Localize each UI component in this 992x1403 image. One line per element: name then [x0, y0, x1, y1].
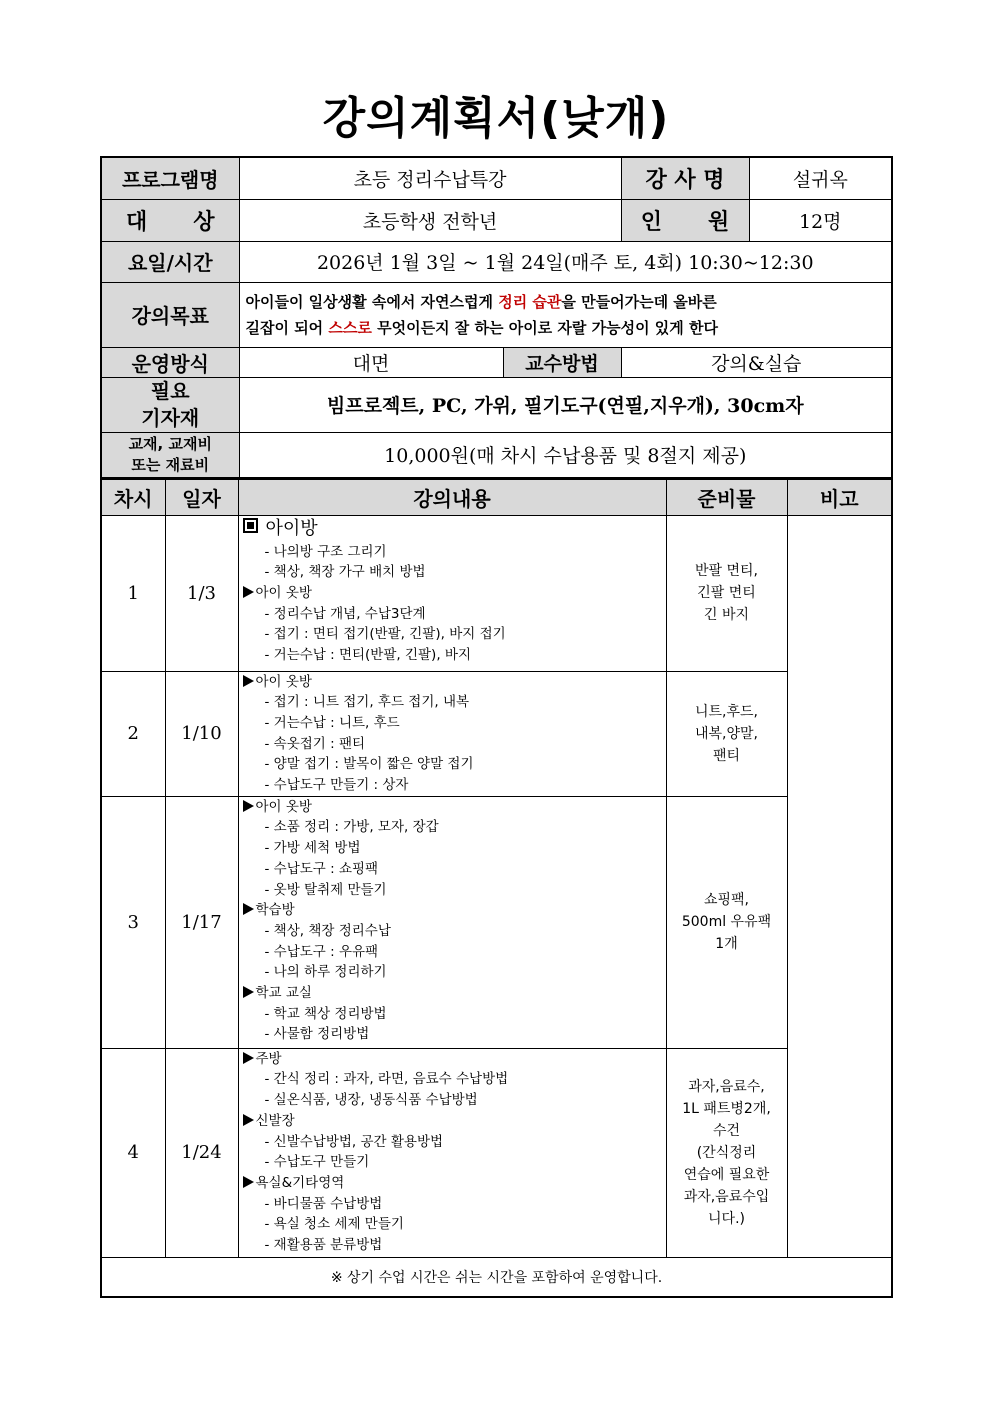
schedule-value: 2026년 1월 3일 ~ 1월 24일(매주 토, 4회) 10:30~12:30 — [239, 241, 892, 282]
prep-line: 1개 — [715, 936, 738, 953]
fee-label: 교재, 교재비 또는 재료비 — [101, 432, 239, 478]
filled-square-icon — [243, 518, 258, 533]
prep-line: 500ml 우유팩 — [681, 914, 772, 931]
prep-line: 수건 — [712, 1122, 741, 1139]
content-item: - 사물함 정리방법 — [264, 1026, 370, 1043]
triangle-bullet-icon — [243, 903, 254, 915]
content-item: - 접기 : 면티 접기(반팔, 긴팔), 바지 접기 — [264, 626, 506, 643]
content-item: - 수납도구 : 우유팩 — [264, 943, 379, 960]
prep-line: 반팔 면티, — [695, 563, 758, 579]
prep-line: 내복,양말, — [695, 725, 758, 742]
content-item: - 신발수납방법, 공간 활용방법 — [264, 1133, 444, 1150]
goal-text — [239, 282, 892, 347]
table-row — [101, 515, 892, 671]
content-section: 아이 옷방 — [243, 672, 662, 693]
content-item: - 책상, 책장 정리수납 — [264, 922, 391, 939]
program-value: 초등 정리수납특강 — [239, 157, 621, 199]
goal-label: 강의목표 — [101, 282, 239, 347]
content-item: - 나의방 구조 그리기 — [264, 543, 387, 560]
target-label: 대 상 — [101, 199, 239, 241]
schedule-label: 요일/시간 — [101, 241, 239, 282]
content-item: - 거는수납 : 면티(반팔, 긴팔), 바지 — [264, 647, 471, 664]
target-value: 초등학생 전학년 — [239, 199, 621, 241]
prep-line: 쇼핑팩, — [703, 892, 750, 909]
col-date-header: 일자 — [165, 479, 238, 515]
prep-line: 팬티 — [712, 747, 741, 764]
content-item: - 수납도구 만들기 : 상자 — [264, 777, 409, 794]
content-item: - 책상, 책장 가구 배치 방법 — [264, 564, 426, 581]
content-item: - 양말 접기 : 발목이 짧은 양말 접기 — [264, 756, 474, 773]
headcount-label: 인 원 — [621, 199, 749, 241]
session-date: 1/24 — [165, 1048, 238, 1257]
content-item: - 소품 정리 : 가방, 모자, 장갑 — [264, 819, 439, 836]
col-remarks-header: 비고 — [787, 479, 892, 515]
prep-line: (간식정리 — [696, 1144, 757, 1161]
session-content — [238, 515, 666, 671]
program-label: 프로그램명 — [101, 157, 239, 199]
content-item: - 나의 하루 정리하기 — [264, 964, 387, 981]
content-item: - 접기 : 니트 접기, 후드 접기, 내복 — [264, 694, 470, 711]
session-number: 2 — [101, 671, 165, 796]
headcount-value: 12명 — [749, 199, 892, 241]
triangle-bullet-icon — [243, 675, 254, 687]
goal-highlight-habit: 정리 습관 — [498, 292, 562, 311]
instructor-value: 설귀옥 — [749, 157, 892, 199]
prep-line: 1L 패트병2개, — [682, 1100, 771, 1117]
content-item: - 속옷접기 : 팬티 — [264, 735, 366, 752]
triangle-bullet-icon — [243, 986, 254, 998]
content-item: - 거는수납 : 니트, 후드 — [264, 714, 400, 731]
info-table — [100, 156, 893, 479]
equipment-value: 빔프로젝트, PC, 가위, 필기도구(연필,지우개), 30cm자 — [239, 377, 892, 432]
goal-line-2: 길잡이 되어 스스로 무엇이든지 잘 하는 아이로 자랄 가능성이 있게 한다 — [245, 318, 718, 337]
session-number: 1 — [101, 515, 165, 671]
mode-label: 운영방식 — [101, 347, 239, 377]
mode-value: 대면 — [239, 347, 503, 377]
remarks-cell — [787, 515, 892, 1257]
col-content-header: 강의내용 — [238, 479, 666, 515]
prep-line: 니트,후드, — [695, 703, 758, 720]
content-item: - 수납도구 : 쇼핑팩 — [264, 860, 379, 877]
session-prep — [666, 1048, 787, 1257]
instructor-label: 강 사 명 — [621, 157, 749, 199]
triangle-bullet-icon — [243, 586, 254, 598]
session-content — [238, 671, 666, 796]
triangle-bullet-icon — [243, 1176, 254, 1188]
document-title: 강의계획서(낮개) — [322, 93, 670, 144]
content-item: - 수납도구 만들기 — [264, 1154, 370, 1171]
content-item: - 실온식품, 냉장, 냉동식품 수납방법 — [264, 1092, 478, 1109]
prep-line: 니다.) — [708, 1210, 745, 1227]
table-row — [101, 796, 892, 1048]
content-section: 욕실&기타영역 — [243, 1173, 662, 1194]
prep-line: 과자,음료수, — [688, 1078, 765, 1095]
session-date: 1/10 — [165, 671, 238, 796]
prep-line: 과자,음료수입 — [683, 1188, 770, 1205]
equipment-label: 필요 기자재 — [101, 377, 239, 432]
table-row — [101, 1048, 892, 1257]
fee-value: 10,000원(매 차시 수납용품 및 8절지 제공) — [239, 432, 892, 478]
content-item: - 재활용품 분류방법 — [264, 1237, 383, 1254]
content-item: - 욕실 청소 세제 만들기 — [264, 1216, 404, 1233]
content-section: 아이 옷방 — [243, 583, 662, 604]
session-prep — [666, 515, 787, 671]
method-label: 교수방법 — [503, 347, 621, 377]
content-section: 주방 — [243, 1049, 662, 1070]
session-content — [238, 796, 666, 1048]
method-value: 강의&실습 — [621, 347, 892, 377]
session-prep — [666, 671, 787, 796]
content-section: 학교 교실 — [243, 983, 662, 1004]
content-item: - 바디물품 수납방법 — [264, 1195, 383, 1212]
content-item: - 가방 세척 방법 — [264, 840, 361, 857]
schedule-table — [100, 478, 893, 1298]
footer-note: ※ 상기 수업 시간은 쉬는 시간을 포함하여 운영합니다. — [101, 1257, 892, 1297]
content-section: 신발장 — [243, 1111, 662, 1132]
content-section: 아이방 — [243, 516, 662, 542]
content-item: - 간식 정리 : 과자, 라면, 음료수 수납방법 — [264, 1071, 509, 1088]
session-number: 4 — [101, 1048, 165, 1257]
goal-line-1: 아이들이 일상생활 속에서 자연스럽게 정리 습관을 만들어가는데 올바른 — [245, 292, 717, 311]
session-date: 1/17 — [165, 796, 238, 1048]
content-item: - 학교 책상 정리방법 — [264, 1005, 387, 1022]
session-number: 3 — [101, 796, 165, 1048]
session-prep — [666, 796, 787, 1048]
content-section: 학습방 — [243, 900, 662, 921]
session-date: 1/3 — [165, 515, 238, 671]
table-row — [101, 671, 892, 796]
triangle-bullet-icon — [243, 1114, 254, 1126]
col-prep-header: 준비물 — [666, 479, 787, 515]
col-session-header: 차시 — [101, 479, 165, 515]
triangle-bullet-icon — [243, 1052, 254, 1064]
prep-line: 긴 바지 — [703, 607, 750, 623]
content-item: - 옷방 탈취제 만들기 — [264, 881, 387, 898]
content-section: 아이 옷방 — [243, 797, 662, 818]
prep-line: 긴팔 면티 — [697, 585, 756, 601]
session-content — [238, 1048, 666, 1257]
content-item: - 정리수납 개념, 수납3단계 — [264, 605, 426, 622]
goal-highlight-self: 스스로 — [328, 318, 372, 337]
prep-line: 연습에 필요한 — [683, 1166, 770, 1183]
triangle-bullet-icon — [243, 800, 254, 812]
